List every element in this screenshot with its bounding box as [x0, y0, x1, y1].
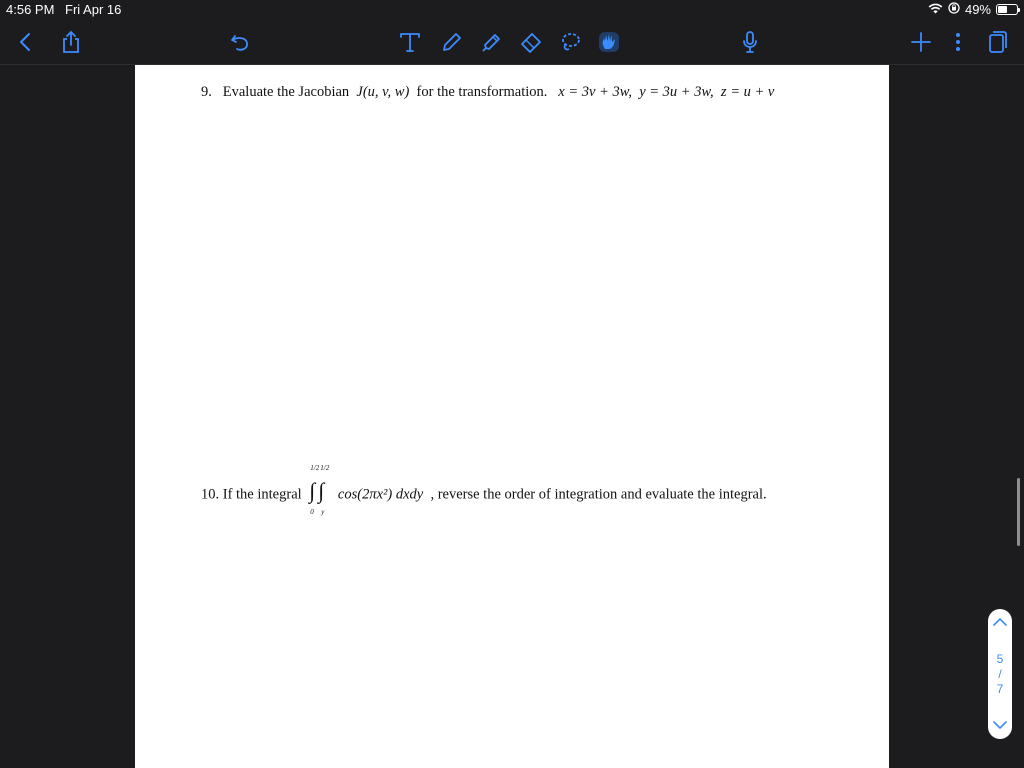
status-right: [928, 2, 1018, 17]
undo-icon[interactable]: [224, 26, 256, 58]
problem-number: 10.: [201, 486, 220, 503]
double-integral: [309, 464, 331, 516]
problem-9: [201, 84, 774, 101]
page-separator: /: [998, 667, 1002, 681]
integrand: cos(2πx²) dxdy: [337, 486, 424, 503]
text-tool-icon[interactable]: [394, 26, 426, 58]
current-page: 5: [996, 652, 1004, 666]
document-page[interactable]: [135, 65, 889, 768]
outer-lower-limit: 0: [310, 508, 314, 516]
more-icon[interactable]: [942, 26, 974, 58]
inner-upper-limit: 1/2: [320, 464, 330, 472]
page-indicator[interactable]: [997, 652, 1004, 696]
integral-sign: ∫: [309, 478, 316, 503]
transformation-equations: x = 3v + 3w, y = 3u + 3w, z = u + v: [558, 84, 775, 100]
problem-text: If the integral: [222, 486, 302, 503]
chevron-up-icon[interactable]: [993, 615, 1007, 629]
total-pages: 7: [996, 682, 1004, 696]
microphone-icon[interactable]: [734, 26, 766, 58]
share-icon[interactable]: [55, 26, 87, 58]
battery-icon: [996, 4, 1018, 15]
problem-10: [201, 464, 767, 516]
hand-tool-icon[interactable]: [593, 26, 625, 58]
pen-tool-icon[interactable]: [436, 26, 468, 58]
scroll-indicator[interactable]: [1017, 478, 1020, 546]
status-time: 4:56 PM: [6, 2, 55, 17]
back-icon[interactable]: [10, 26, 42, 58]
orientation-lock-icon: [948, 2, 960, 17]
inner-lower-limit: y: [321, 508, 325, 516]
lasso-tool-icon[interactable]: [554, 26, 586, 58]
highlighter-tool-icon[interactable]: [476, 26, 508, 58]
eraser-tool-icon[interactable]: [515, 26, 547, 58]
problem-text: Evaluate the Jacobian: [222, 84, 350, 100]
problem-text: for the transformation.: [416, 84, 548, 100]
outer-upper-limit: 1/2: [310, 464, 320, 472]
toolbar: [0, 20, 1024, 64]
pages-icon[interactable]: [980, 26, 1012, 58]
problem-number: 9.: [201, 84, 212, 100]
status-date: Fri Apr 16: [65, 2, 122, 17]
problem-text: , reverse the order of integration and evaluate the integral.: [430, 486, 767, 503]
wifi-icon: [928, 2, 943, 17]
integral-sign: ∫: [318, 478, 325, 503]
jacobian-expression: J(u, v, w): [356, 84, 410, 100]
status-bar: [0, 0, 1024, 20]
add-icon[interactable]: [905, 26, 937, 58]
battery-percent: 49%: [964, 2, 991, 17]
battery-fill: [998, 6, 1007, 13]
chevron-down-icon[interactable]: [993, 719, 1007, 733]
page-navigator: [988, 609, 1012, 739]
